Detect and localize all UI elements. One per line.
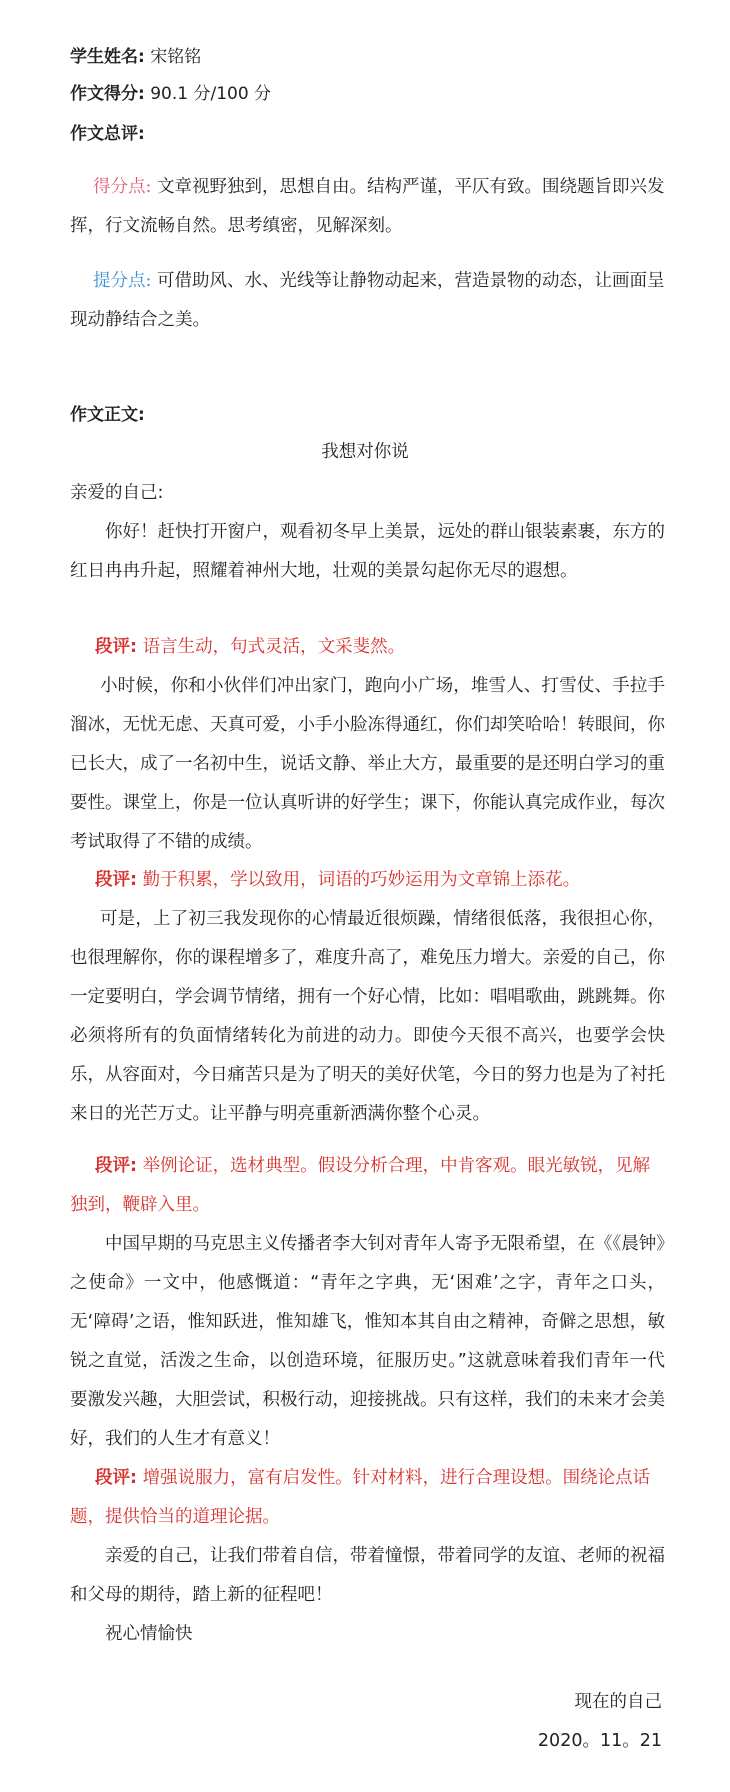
student-name-label: 学生姓名:: [70, 47, 145, 67]
strengths-label: 得分点:: [93, 177, 152, 197]
review-label: 段评:: [95, 870, 137, 890]
essay-title: 我想对你说: [321, 442, 409, 462]
paragraph-review-4: [70, 1459, 665, 1537]
essay-paragraph-1: 你好！赶快打开窗户，观看初冬早上美景，远处的群山银装素裹，东方的红日冉冉升起，照耀着神州大地，壮观的美景勾起你无尽的遐想。: [70, 522, 665, 581]
student-name-value: 宋铭铭: [150, 47, 202, 67]
review-label: 段评:: [95, 637, 137, 657]
essay-section-label: 作文正文:: [70, 405, 145, 425]
paragraph-review-3: [70, 1147, 665, 1225]
paragraph-review-1: [70, 628, 665, 667]
review-label: 段评:: [95, 1156, 137, 1176]
improve-text: 可借助风、水、光线等让静物动起来，营造景物的动态，让画面呈现动静结合之美。: [70, 271, 665, 330]
review-label: 段评:: [95, 1468, 137, 1488]
essay-date: 2020。11。21: [537, 1731, 662, 1751]
strengths-text: 文章视野独到，思想自由。结构严谨，平仄有致。围绕题旨即兴发挥，行文流畅自然。思考缜密，见解深刻。: [70, 177, 665, 236]
improve-comment: [70, 262, 670, 340]
score-label: 作文得分:: [70, 84, 145, 104]
essay-salutation: 亲爱的自己:: [70, 483, 164, 503]
review-text: 勤于积累，学以致用，词语的巧妙运用为文章锦上添花。: [142, 870, 581, 890]
student-name-row: [70, 45, 201, 69]
review-text: 举例论证，选材典型。假设分析合理，中肯客观。眼光敏锐，见解独到，鞭辟入里。: [70, 1156, 651, 1215]
strengths-comment: [70, 168, 670, 246]
essay-paragraph-2: 小时候，你和小伙伴们冲出家门，跑向小广场，堆雪人、打雪仗、手拉手溜冰，无忧无虑、天真可爱，小手小脸冻得通红，你们却笑哈哈！转眼间，你已长大，成了一名初中生，说话文静、举止大方，最重要的是还明白学习的重要性。课堂上，你是一位认真听讲的好学生；课下，你能认真完成作业，每次考试取得了不错的成绩。: [70, 676, 665, 852]
essay-paragraph-3: 可是，上了初三我发现你的心情最近很烦躁，情绪很低落，我很担心你，也很理解你，你的课程增多了，难度升高了，难免压力增大。亲爱的自己，你一定要明白，学会调节情绪，拥有一个好心情，比如：唱唱歌曲，跳跳舞。你必须将所有的负面情绪转化为前进的动力。即使今天很不高兴，也要学会快乐，从容面对，今日痛苦只是为了明天的美好伏笔，今日的努力也是为了衬托来日的光芒万丈。让平静与明亮重新洒满你整个心灵。: [70, 909, 665, 1124]
essay-paragraph-5: 亲爱的自己，让我们带着自信，带着憧憬，带着同学的友谊、老师的祝福和父母的期待，踏上新的征程吧！: [70, 1546, 665, 1605]
essay-closing: 祝心情愉快: [105, 1624, 193, 1644]
score-value: 90.1 分/100 分: [150, 84, 272, 104]
review-text: 语言生动，句式灵活，文采斐然。: [142, 637, 406, 657]
essay-heading: [70, 403, 145, 427]
summary-heading: [70, 122, 145, 146]
review-text: 增强说服力，富有启发性。针对材料，进行合理设想。围绕论点话题，提供恰当的道理论据。: [70, 1468, 651, 1527]
summary-label: 作文总评:: [70, 124, 145, 144]
essay-paragraph-4: 中国早期的马克思主义传播者李大钊对青年人寄予无限希望，在《《晨钟》之使命》一文中，他感慨道：“青年之字典，无‘困难’之字，青年之口头，无‘障碍’之语，惟知跃进，惟知雄飞，惟知本其自由之精神，奇僻之思想，敏锐之直觉，活泼之生命，以创造环境，征服历史。”这就意味着我们青年一代要激发兴趣，大胆尝试，积极行动，迎接挑战。只有这样，我们的未来才会美好，我们的人生才有意义！: [70, 1234, 665, 1449]
score-row: [70, 82, 271, 106]
improve-label: 提分点:: [93, 271, 152, 291]
paragraph-review-2: [70, 861, 665, 900]
essay-signature: 现在的自己: [574, 1692, 662, 1712]
